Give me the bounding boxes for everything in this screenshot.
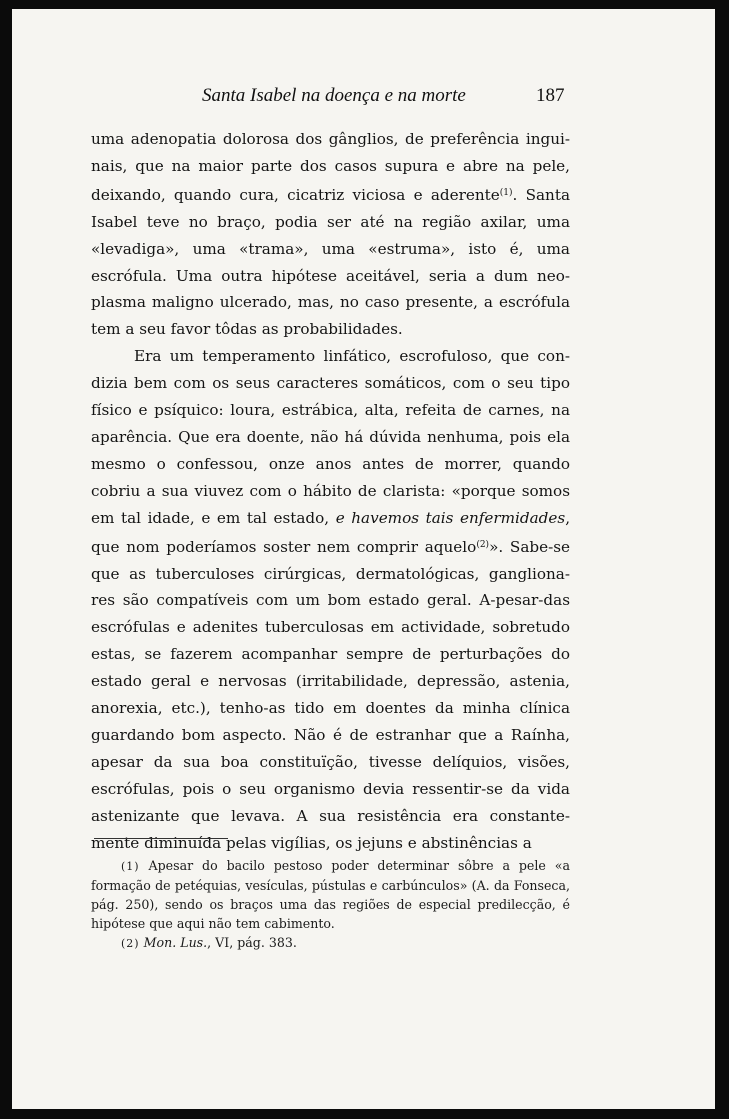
- footnote-marker: (1): [121, 860, 140, 873]
- footnotes: [91, 856, 570, 953]
- footnote-text: , VI, pág. 383.: [207, 935, 297, 950]
- scanned-page: [12, 9, 715, 1109]
- footnote-ref-2: (2): [476, 539, 490, 550]
- paragraph-2-text-c: ». Sabe-se que as tuberculoses cirúrgicas, dermatológicas, gangliona-res são compatíveis com um bom estado geral. A-pesar-das escrófulas e adenites tuberculosas em actividade, sobretudo estas, se fazerem acompanhar sempre de perturbações do estado geral e nervosas (irritabilidade, depressão, astenia, anorexia, etc.), tenho-as tido em doentes da minha clínica guardando bom aspecto. Não é de estranhar que a Raínha, apesar da sua boa constituïção, tivesse delíquios, visões, escrófulas, pois o seu organismo devia ressentir-se da vida astenizante que levava. A sua resistência era constante-mente diminuída pelas vigílias, os jejuns e abstinências a: [91, 537, 571, 852]
- paragraph-2-text-b: , que nom poderíamos soster nem comprir aquelo: [91, 508, 571, 556]
- running-title: Santa Isabel na doença e na morte: [202, 85, 466, 106]
- page-number: 187: [536, 85, 565, 106]
- footnote-1: [91, 856, 570, 933]
- footnote-citation-title: Mon. Lus.: [143, 935, 208, 950]
- footnote-divider: [94, 838, 228, 839]
- paragraph-1: [91, 126, 570, 343]
- body-text: [91, 126, 570, 856]
- footnote-marker: (2): [121, 937, 140, 950]
- quoted-italic-phrase: e havemos tais enfermidades: [335, 508, 566, 527]
- footnote-ref-1: (1): [499, 187, 513, 198]
- footnote-2: [91, 933, 570, 953]
- footnote-text: Apesar do bacilo pestoso poder determinar sôbre a pele «a formação de petéquias, vesículas, pústulas e carbúnculos» (A. da Fonseca, pág. 250), sendo os braços uma das regiões de especial predilecção, é hipótese que aqui não tem cabimento.: [91, 858, 570, 931]
- paragraph-1-text-b: . Santa Isabel teve no braço, podia ser até na região axilar, uma «levadiga», uma «trama», uma «estruma», isto é, uma escrófula. Uma outra hipótese aceitável, seria a dum neo-plasma maligno ulcerado, mas, no caso presente, a escrófula tem a seu favor tôdas as probabilidades.: [91, 185, 570, 339]
- paragraph-2-text-a: Era um temperamento linfático, escrofuloso, que con-dizia bem com os seus caracteres somáticos, com o seu tipo físico e psíquico: loura, estrábica, alta, refeita de carnes, na aparência. Que era doente, não há dúvida nenhuma, pois ela mesmo o confessou, onze anos antes de morrer, quando cobriu a sua viuvez com o hábito de clarista: «porque somos em tal idade, e em tal estado,: [91, 347, 570, 527]
- paragraph-2: [91, 343, 570, 856]
- paragraph-1-text-a: uma adenopatia dolorosa dos gânglios, de preferência ingui-nais, que na maior parte dos casos supura e abre na pele, deixando, quando cura, cicatriz viciosa e aderente: [91, 130, 570, 204]
